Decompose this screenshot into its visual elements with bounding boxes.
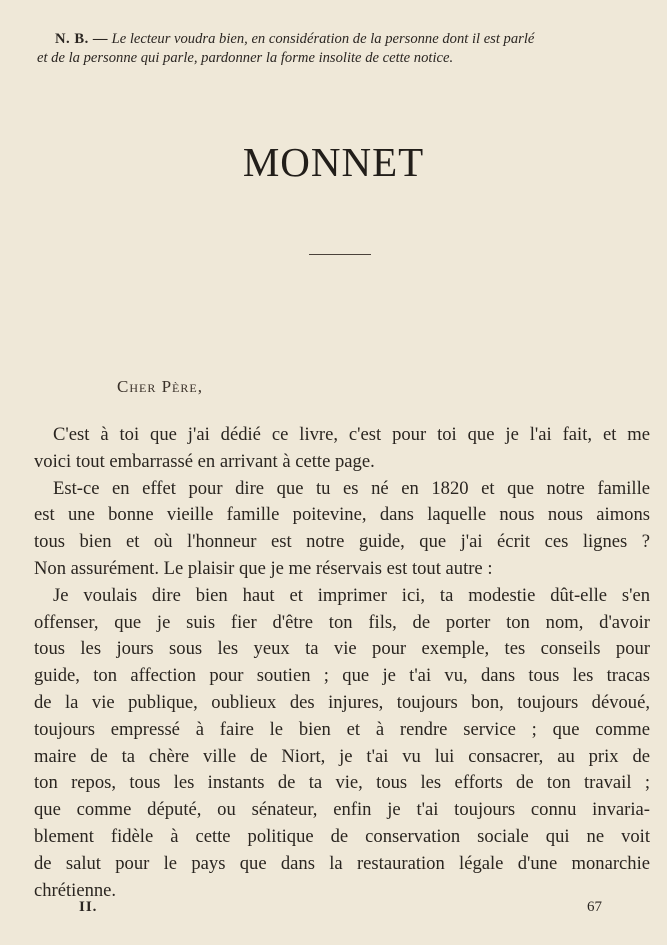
editorial-note	[37, 30, 657, 68]
text-line: offenser, que je suis fier d'être ton fils, de porter ton nom, d'avoir	[34, 611, 650, 633]
text-line: Je voulais dire bien haut et imprimer ici, ta modestie dût-elle s'en	[53, 584, 650, 606]
text-line: chrétienne.	[34, 879, 117, 901]
salutation: Cher Père,	[117, 377, 203, 396]
title-divider	[309, 254, 371, 255]
text-line: ton repos, tous les instants de ta vie, tous les efforts de ton travail ;	[34, 772, 650, 794]
signature-mark: II.	[79, 899, 98, 915]
text-line: est une bonne vieille famille poitevine, dans laquelle nous nous aimons	[34, 504, 650, 526]
page-number: 67	[587, 899, 602, 915]
text-line: guide, ton affection pour soutien ; que je t'ai vu, dans tous les tracas	[34, 665, 650, 687]
text-line: toujours empressé à faire le bien et à rendre service ; que comme	[34, 718, 650, 740]
text-line: maire de ta chère ville de Niort, je t'ai vu lui consacrer, au prix de	[34, 745, 650, 767]
note-line-1	[37, 30, 657, 49]
text-line: de salut pour le pays que dans la restauration légale d'une monarchie	[34, 852, 650, 874]
text-line: de la vie publique, oublieux des injures, toujours bon, toujours dévoué,	[34, 691, 650, 713]
text-line: tous les jours sous les yeux ta vie pour exemple, tes conseils pour	[34, 638, 650, 660]
text-line: Non assurément. Le plaisir que je me réservais est tout autre :	[34, 557, 493, 579]
page-title: MONNET	[242, 139, 425, 185]
note-text-2: et de la personne qui parle, pardonner la forme insolite de cette notice.	[37, 50, 454, 66]
text-line: blement fidèle à cette politique de conservation sociale qui ne voit	[34, 825, 650, 847]
text-line: voici tout embarrassé en arrivant à cette page.	[34, 450, 375, 472]
note-text-1: Le lecteur voudra bien, en considération de la personne dont il est parlé	[111, 31, 535, 47]
text-line: Est-ce en effet pour dire que tu es né en 1820 et que notre famille	[53, 477, 650, 499]
letter-body	[34, 422, 650, 904]
text-line: C'est à toi que j'ai dédié ce livre, c'est pour toi que je l'ai fait, et me	[53, 424, 650, 445]
paragraph	[34, 476, 650, 583]
text-line: que comme député, ou sénateur, enfin je t'ai toujours connu invaria-	[34, 799, 650, 821]
paragraph	[34, 422, 650, 476]
paragraph	[34, 583, 650, 905]
note-label: N. B. —	[55, 31, 108, 47]
text-line: tous bien et où l'honneur est notre guide, que j'ai écrit ces lignes ?	[34, 531, 650, 553]
